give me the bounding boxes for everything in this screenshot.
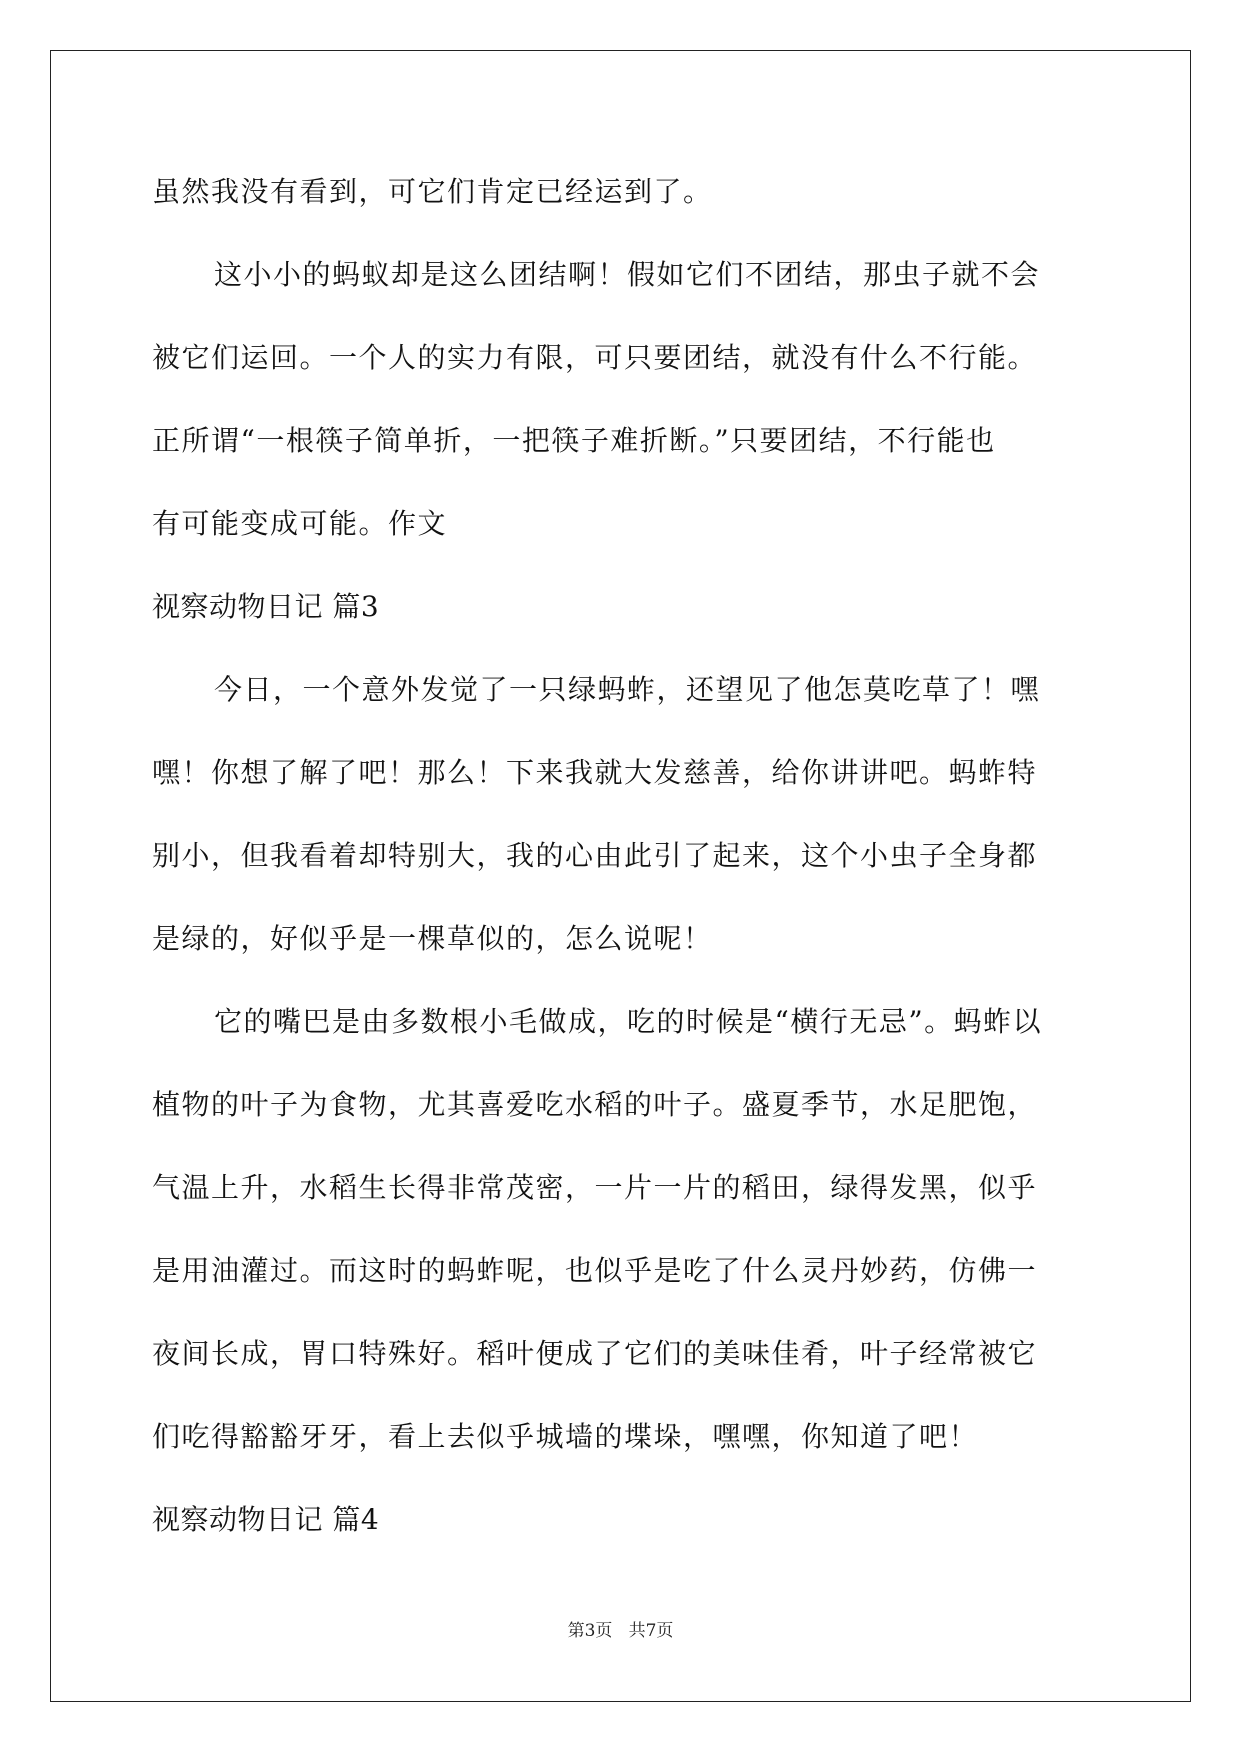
paragraph-line: 虽然我没有看到，可它们肯定已经运到了。 — [152, 175, 713, 208]
paragraph-line: 有可能变成可能。作文 — [152, 507, 448, 540]
paragraph-line: 们吃得豁豁牙牙，看上去似乎城墙的堞垛，嘿嘿，你知道了吧！ — [152, 1420, 979, 1453]
paragraph-line: 正所谓“一根筷子简单折，一把筷子难折断。”只要团结，不行能也 — [152, 424, 996, 457]
paragraph-line: 今日，一个意外发觉了一只绿蚂蚱，还望见了他怎莫吃草了！嘿 — [214, 673, 1041, 706]
paragraph-line: 夜间长成，胃口特殊好。稻叶便成了它们的美味佳肴，叶子经常被它 — [152, 1337, 1038, 1370]
paragraph-line: 是绿的，好似乎是一棵草似的，怎么说呢！ — [152, 922, 713, 955]
paragraph-line: 这小小的蚂蚁却是这么团结啊！假如它们不团结，那虫子就不会 — [214, 258, 1041, 291]
section-heading: 视察动物日记 篇4 — [152, 1503, 380, 1536]
paragraph-line: 它的嘴巴是由多数根小毛做成，吃的时候是“横行无忌”。蚂蚱以 — [214, 1005, 1043, 1038]
paragraph-line: 别小，但我看着却特别大，我的心由此引了起来，这个小虫子全身都 — [152, 839, 1038, 872]
page-number-footer: 第3页 共7页 — [567, 1621, 674, 1641]
section-heading: 视察动物日记 篇3 — [152, 590, 380, 623]
document-body — [152, 150, 1090, 1561]
paragraph-line: 被它们运回。一个人的实力有限，可只要团结，就没有什么不行能。 — [152, 341, 1038, 374]
paragraph-line: 气温上升，水稻生长得非常茂密，一片一片的稻田，绿得发黑，似乎 — [152, 1171, 1038, 1204]
paragraph-line: 嘿！你想了解了吧！那么！下来我就大发慈善，给你讲讲吧。蚂蚱特 — [152, 756, 1038, 789]
paragraph-line: 是用油灌过。而这时的蚂蚱呢，也似乎是吃了什么灵丹妙药，仿佛一 — [152, 1254, 1038, 1287]
paragraph-line: 植物的叶子为食物，尤其喜爱吃水稻的叶子。盛夏季节，水足肥饱， — [152, 1088, 1038, 1121]
